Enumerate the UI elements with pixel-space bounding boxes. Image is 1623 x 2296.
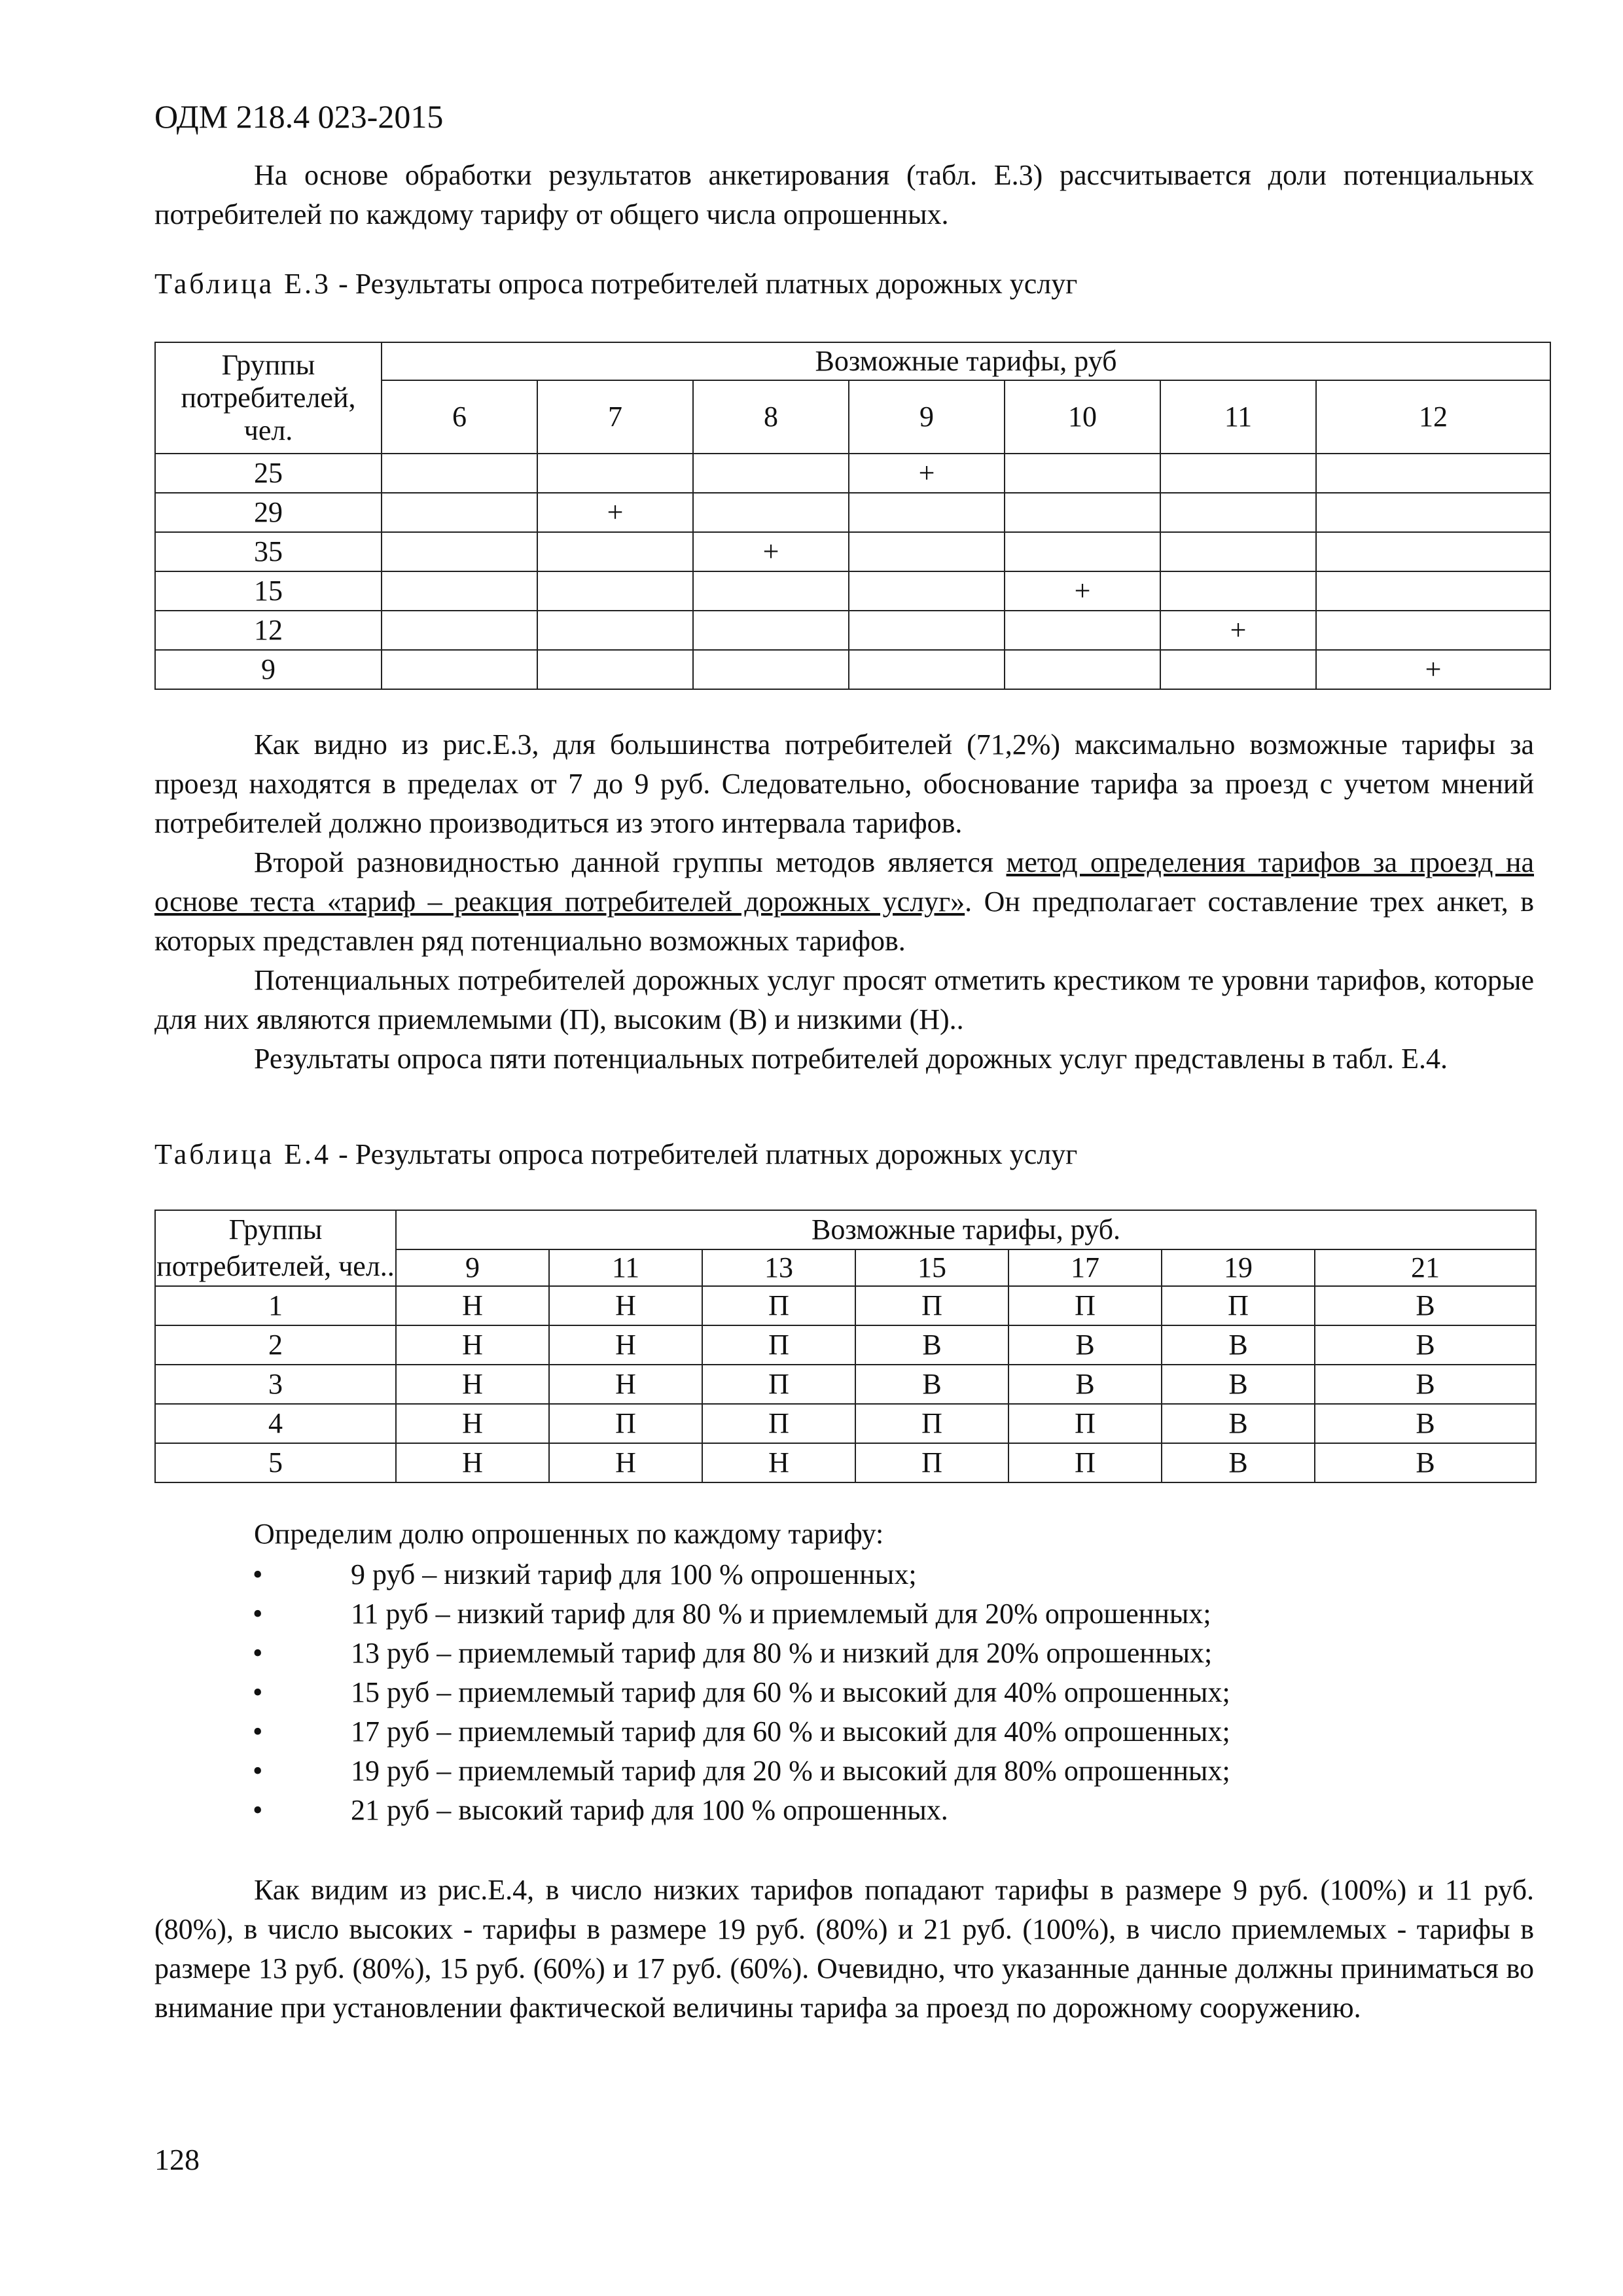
table-cell: П xyxy=(702,1286,855,1325)
table-e4-group: 4 xyxy=(155,1404,396,1443)
table-row xyxy=(155,1325,1536,1365)
list-item xyxy=(154,1791,1534,1830)
table-cell: + xyxy=(693,532,849,571)
paragraph-2 xyxy=(154,843,1534,961)
table-cell xyxy=(849,532,1005,571)
list-item-text: 17 руб – приемлемый тариф для 60 % и высокий для 40% опрошенных; xyxy=(351,1715,1230,1748)
table-e3-caption-lead: Таблица Е.3 xyxy=(154,268,332,300)
table-cell: В xyxy=(1162,1443,1315,1482)
list-item xyxy=(154,1712,1534,1751)
table-cell: Н xyxy=(549,1286,702,1325)
table-e4-group: 5 xyxy=(155,1443,396,1482)
table-cell xyxy=(1316,532,1550,571)
table-cell xyxy=(1160,454,1316,493)
table-e3-tariff: 9 xyxy=(849,380,1005,454)
table-e4-tariff: 9 xyxy=(396,1249,549,1286)
table-cell: Н xyxy=(396,1404,549,1443)
list-item xyxy=(154,1555,1534,1594)
table-e4-group: 3 xyxy=(155,1365,396,1404)
table-e3 xyxy=(154,342,1551,690)
table-cell xyxy=(382,571,537,611)
table-cell: В xyxy=(855,1365,1008,1404)
table-cell: П xyxy=(549,1404,702,1443)
table-cell: В xyxy=(1315,1443,1536,1482)
table-e3-tariff: 8 xyxy=(693,380,849,454)
table-cell xyxy=(537,650,693,689)
bullet-icon: • xyxy=(253,1676,263,1708)
table-e3-group: 29 xyxy=(155,493,382,532)
table-row xyxy=(155,1365,1536,1404)
table-row xyxy=(155,571,1550,611)
bullet-icon: • xyxy=(253,1558,263,1590)
table-e3-tariff: 11 xyxy=(1160,380,1316,454)
table-cell xyxy=(382,454,537,493)
table-cell: Н xyxy=(549,1325,702,1365)
table-cell: В xyxy=(1315,1325,1536,1365)
list-item xyxy=(154,1673,1534,1712)
list-item xyxy=(154,1634,1534,1673)
table-cell xyxy=(1005,454,1160,493)
table-e3-caption-text: - Результаты опроса потребителей платных дорожных услуг xyxy=(331,268,1078,300)
table-e4-tariff: 19 xyxy=(1162,1249,1315,1286)
table-cell xyxy=(693,454,849,493)
shares-list xyxy=(154,1555,1534,1830)
table-cell xyxy=(537,571,693,611)
table-row xyxy=(155,1286,1536,1325)
table-cell xyxy=(1005,611,1160,650)
shares-intro xyxy=(154,1515,1534,1554)
paragraph-4: Результаты опроса пяти потенциальных потребителей дорожных услуг представлены в табл. Е.4. xyxy=(254,1043,1448,1075)
bullet-icon: • xyxy=(253,1794,263,1826)
table-e4-group: 1 xyxy=(155,1286,396,1325)
table-cell: П xyxy=(855,1404,1008,1443)
table-cell: П xyxy=(702,1325,855,1365)
table-cell: Н xyxy=(549,1443,702,1482)
table-cell: Н xyxy=(396,1286,549,1325)
table-e4-header-tariffs: Возможные тарифы, руб. xyxy=(396,1210,1536,1249)
table-cell: П xyxy=(702,1365,855,1404)
table-e3-group: 15 xyxy=(155,571,382,611)
intro-paragraph xyxy=(154,156,1534,234)
table-e4-tariff: 11 xyxy=(549,1249,702,1286)
table-cell: В xyxy=(1162,1325,1315,1365)
table-cell: В xyxy=(1162,1404,1315,1443)
table-cell xyxy=(1316,571,1550,611)
table-cell xyxy=(1160,650,1316,689)
table-cell: П xyxy=(855,1286,1008,1325)
table-cell xyxy=(693,571,849,611)
table-cell xyxy=(382,650,537,689)
table-cell xyxy=(1160,571,1316,611)
table-e4-caption xyxy=(154,1135,1077,1174)
table-cell xyxy=(1160,493,1316,532)
table-e3-group: 25 xyxy=(155,454,382,493)
table-e4-tariff: 15 xyxy=(855,1249,1008,1286)
table-e3-tariff: 6 xyxy=(382,380,537,454)
paragraph-2-end: . Он предполагает составление трех анкет, в которых представлен ряд потенциально возможных тарифов. xyxy=(154,886,1535,957)
table-cell: Н xyxy=(396,1443,549,1482)
method-name-underlined: метод определения тарифов за проезд на основе теста «тариф – реакция потребителей дорожных услуг» xyxy=(154,846,1534,918)
paragraph-1: Как видно из рис.Е.3, для большинства потребителей (71,2%) максимально возможные тарифы за проезд находятся в пределах от 7 до 9 руб. Следовательно, обоснование тарифа за проезд с учетом мнений потребителей должно производиться из этого интервала тарифов. xyxy=(154,728,1534,839)
table-e3-group: 12 xyxy=(155,611,382,650)
table-cell xyxy=(382,611,537,650)
table-cell xyxy=(849,493,1005,532)
table-row xyxy=(155,454,1550,493)
bullet-icon: • xyxy=(253,1715,263,1748)
table-e4-caption-lead: Таблица Е.4 xyxy=(154,1138,332,1170)
bullet-icon: • xyxy=(253,1598,263,1630)
table-e3-header-groups: Группы потребителей, чел. xyxy=(155,342,382,454)
table-e3-header-tariffs: Возможные тарифы, руб xyxy=(382,342,1550,380)
table-e3-tariff: 7 xyxy=(537,380,693,454)
table-cell: + xyxy=(537,493,693,532)
table-cell: П xyxy=(855,1443,1008,1482)
table-e4-tariff: 17 xyxy=(1008,1249,1162,1286)
intro-text: На основе обработки результатов анкетирования (табл. Е.3) рассчитывается доли потенциальных потребителей по каждому тарифу от общего числа опрошенных. xyxy=(154,159,1534,230)
table-cell: П xyxy=(1008,1443,1162,1482)
table-row xyxy=(155,1404,1536,1443)
table-cell: В xyxy=(1008,1365,1162,1404)
table-cell xyxy=(382,493,537,532)
table-e3-group: 35 xyxy=(155,532,382,571)
table-cell xyxy=(382,532,537,571)
table-cell xyxy=(1160,532,1316,571)
table-e3-group: 9 xyxy=(155,650,382,689)
paragraph-3: Потенциальных потребителей дорожных услуг просят отметить крестиком те уровни тарифов, которые для них являются приемлемыми (П), высоким (В) и низкими (Н).. xyxy=(154,964,1534,1035)
table-cell: В xyxy=(855,1325,1008,1365)
list-item-text: 13 руб – приемлемый тариф для 80 % и низкий для 20% опрошенных; xyxy=(351,1637,1213,1669)
table-cell xyxy=(1005,532,1160,571)
table-cell xyxy=(693,650,849,689)
table-cell: Н xyxy=(702,1443,855,1482)
table-row xyxy=(155,493,1550,532)
table-cell: + xyxy=(1160,611,1316,650)
list-item-text: 15 руб – приемлемый тариф для 60 % и высокий для 40% опрошенных; xyxy=(351,1676,1230,1708)
table-e4-caption-text: - Результаты опроса потребителей платных дорожных услуг xyxy=(331,1138,1078,1170)
page-number: 128 xyxy=(154,2143,200,2176)
table-cell: + xyxy=(1005,571,1160,611)
table-cell xyxy=(1005,493,1160,532)
list-item-text: 9 руб – низкий тариф для 100 % опрошенных; xyxy=(351,1558,917,1590)
table-cell xyxy=(1316,493,1550,532)
table-cell: П xyxy=(1008,1404,1162,1443)
list-item xyxy=(154,1751,1534,1791)
conclusion-text: Как видим из рис.Е.4, в число низких тарифов попадают тарифы в размере 9 руб. (100%) и 11 руб. (80%), в число высоких - тарифы в размере 19 руб. (80%) и 21 руб. (100%), в число приемлемых - тарифы в размере 13 руб. (80%), 15 руб. (60%) и 17 руб. (60%). Очевидно, что указанные данные должны приниматься во внимание при установлении фактической величины тарифа за проезд по дорожному сооружению. xyxy=(154,1874,1534,2024)
table-cell: Н xyxy=(396,1365,549,1404)
table-cell: В xyxy=(1315,1404,1536,1443)
bullet-icon: • xyxy=(253,1637,263,1669)
table-cell: П xyxy=(1008,1286,1162,1325)
bullet-icon: • xyxy=(253,1755,263,1787)
table-e3-caption xyxy=(154,264,1077,304)
list-item xyxy=(154,1594,1534,1634)
table-cell xyxy=(537,454,693,493)
table-cell: В xyxy=(1315,1286,1536,1325)
table-e4-group: 2 xyxy=(155,1325,396,1365)
table-e4-tariff: 21 xyxy=(1315,1249,1536,1286)
table-e4-header-groups: Группы потребителей, чел.. xyxy=(155,1210,396,1286)
conclusion-paragraph xyxy=(154,1871,1534,2028)
table-cell: П xyxy=(702,1404,855,1443)
table-cell xyxy=(1005,650,1160,689)
table-cell xyxy=(693,611,849,650)
table-cell: Н xyxy=(396,1325,549,1365)
table-cell: В xyxy=(1162,1365,1315,1404)
table-row xyxy=(155,650,1550,689)
body-paragraphs xyxy=(154,725,1534,1079)
table-row xyxy=(155,532,1550,571)
table-cell xyxy=(1316,611,1550,650)
table-cell: В xyxy=(1315,1365,1536,1404)
table-cell: В xyxy=(1008,1325,1162,1365)
table-cell: Н xyxy=(549,1365,702,1404)
list-item-text: 19 руб – приемлемый тариф для 20 % и высокий для 80% опрошенных; xyxy=(351,1755,1230,1787)
list-item-text: 11 руб – низкий тариф для 80 % и приемлемый для 20% опрошенных; xyxy=(351,1598,1211,1630)
table-cell: П xyxy=(1162,1286,1315,1325)
table-row xyxy=(155,611,1550,650)
table-row xyxy=(155,1443,1536,1482)
paragraph-2-start: Второй разновидностью данной группы методов является xyxy=(254,846,1007,878)
table-cell xyxy=(693,493,849,532)
table-cell xyxy=(849,650,1005,689)
table-cell xyxy=(537,532,693,571)
table-e3-tariff: 10 xyxy=(1005,380,1160,454)
list-item-text: 21 руб – высокий тариф для 100 % опрошенных. xyxy=(351,1794,948,1826)
table-e4-tariff: 13 xyxy=(702,1249,855,1286)
table-cell: + xyxy=(1316,650,1550,689)
table-cell xyxy=(849,611,1005,650)
table-e3-tariff: 12 xyxy=(1316,380,1550,454)
document-code: ОДМ 218.4 023-2015 xyxy=(154,98,444,135)
table-cell xyxy=(849,571,1005,611)
table-cell xyxy=(537,611,693,650)
table-e4 xyxy=(154,1210,1537,1483)
table-cell xyxy=(1316,454,1550,493)
shares-intro-text: Определим долю опрошенных по каждому тарифу: xyxy=(254,1518,884,1550)
table-cell: + xyxy=(849,454,1005,493)
